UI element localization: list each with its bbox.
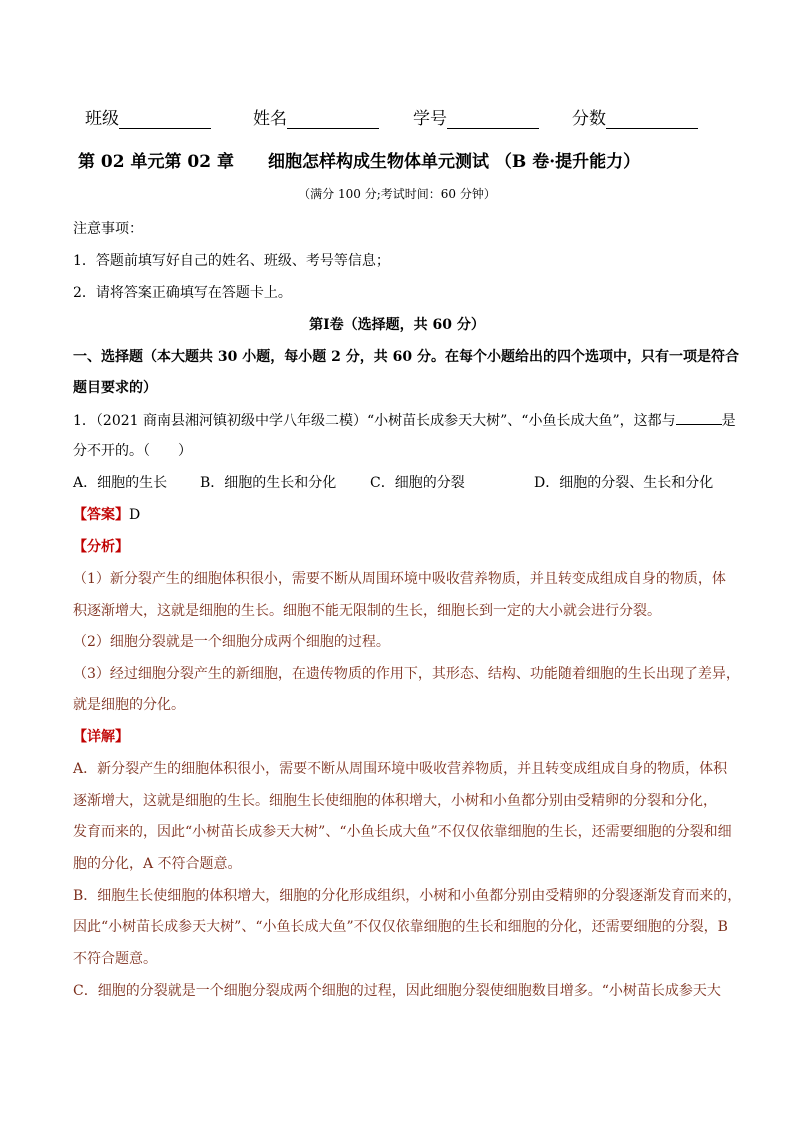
- notes-heading: 注意事项：: [73, 221, 143, 237]
- class-field: [85, 104, 211, 129]
- exam-title: 第 02 单元第 02 章 细胞怎样构成生物体单元测试 （B 卷·提升能力）: [78, 152, 641, 172]
- section-instruction: 一、选择题（本大题共 30 小题，每小题 2 分，共 60 分。在每个小题给出的四个选项中，只有一项是符合: [73, 349, 739, 365]
- score-field: [572, 104, 698, 129]
- section-title: 第Ⅰ卷（选择题，共 60 分）: [309, 317, 485, 333]
- note-item: 1．答题前填写好自己的姓名、班级、考号等信息；: [73, 253, 390, 269]
- detail-line: B．细胞生长使细胞的体积增大，细胞的分化形成组织，小树和小鱼都分别由受精卵的分裂逐渐发育而来的，: [73, 888, 742, 904]
- option-c[interactable]: C．细胞的分裂: [370, 475, 465, 491]
- question-blank: [676, 410, 722, 425]
- detail-label: 【详解】: [73, 729, 129, 745]
- analysis-label: 【分析】: [73, 539, 129, 555]
- analysis-line: 积逐渐增大，这就是细胞的生长。细胞不能无限制的生长，细胞长到一定的大小就会进行分裂。: [73, 603, 661, 619]
- question-text-suffix: 是: [721, 413, 736, 429]
- question-line: [73, 410, 736, 431]
- detail-line: 胞的分化，A 不符合题意。: [73, 856, 242, 872]
- option-b[interactable]: B．细胞的生长和分化: [200, 475, 337, 491]
- analysis-line: （1）新分裂产生的细胞体积很小，需要不断从周围环境中吸收营养物质，并且转变成组成自身的物质，体: [73, 571, 726, 587]
- answer-label: 【答案】: [73, 507, 129, 523]
- detail-line: 因此“小树苗长成参天大树”、“小鱼长成大鱼”不仅仅依靠细胞的生长和细胞的分化，还需要细胞的分裂，B: [73, 919, 728, 935]
- id-blank[interactable]: [447, 108, 539, 129]
- score-label: 分数: [572, 109, 606, 129]
- analysis-line: （3）经过细胞分裂产生的新细胞，在遗传物质的作用下，其形态、结构、功能随着细胞的生长出现了差异，: [73, 666, 740, 682]
- analysis-line: （2）细胞分裂就是一个细胞分成两个细胞的过程。: [73, 634, 390, 650]
- section-instruction: 题目要求的）: [73, 380, 157, 396]
- name-blank[interactable]: [287, 108, 379, 129]
- analysis-line: 就是细胞的分化。: [73, 697, 185, 713]
- id-field: [413, 104, 539, 129]
- score-blank[interactable]: [606, 108, 698, 129]
- student-info-row: [85, 104, 715, 130]
- note-item: 2．请将答案正确填写在答题卡上。: [73, 285, 292, 301]
- exam-subtitle: （满分 100 分;考试时间：60 分钟）: [298, 187, 496, 201]
- detail-line: 不符合题意。: [73, 951, 157, 967]
- answer-value: D: [129, 507, 141, 523]
- detail-line: 发育而来的，因此“小树苗长成参天大树”、“小鱼长成大鱼”不仅仅依靠细胞的生长，还需要细胞的分裂和细: [73, 824, 732, 840]
- question-line: 分不开的。（ ）: [73, 443, 192, 459]
- option-a[interactable]: A．细胞的生长: [73, 475, 168, 491]
- detail-line: 逐渐增大，这就是细胞的生长。细胞生长使细胞的体积增大，小树和小鱼都分别由受精卵的分裂和分化，: [73, 793, 717, 809]
- answer-line: [73, 505, 723, 525]
- name-label: 姓名: [253, 109, 287, 129]
- id-label: 学号: [413, 109, 447, 129]
- detail-line: A．新分裂产生的细胞体积很小，需要不断从周围环境中吸收营养物质，并且转变成组成自身的物质，体积: [73, 761, 728, 777]
- detail-line: C．细胞的分裂就是一个细胞分裂成两个细胞的过程，因此细胞分裂使细胞数目增多。“小树苗长成参天大: [73, 983, 721, 999]
- question-text: 1．（2021 商南县湘河镇初级中学八年级二模）“小树苗长成参天大树”、“小鱼长成大鱼”，这都与: [73, 413, 676, 429]
- options-row: [73, 473, 723, 493]
- class-label: 班级: [85, 109, 119, 129]
- class-blank[interactable]: [119, 108, 211, 129]
- option-d[interactable]: D．细胞的分裂、生长和分化: [534, 475, 714, 491]
- name-field: [253, 104, 379, 129]
